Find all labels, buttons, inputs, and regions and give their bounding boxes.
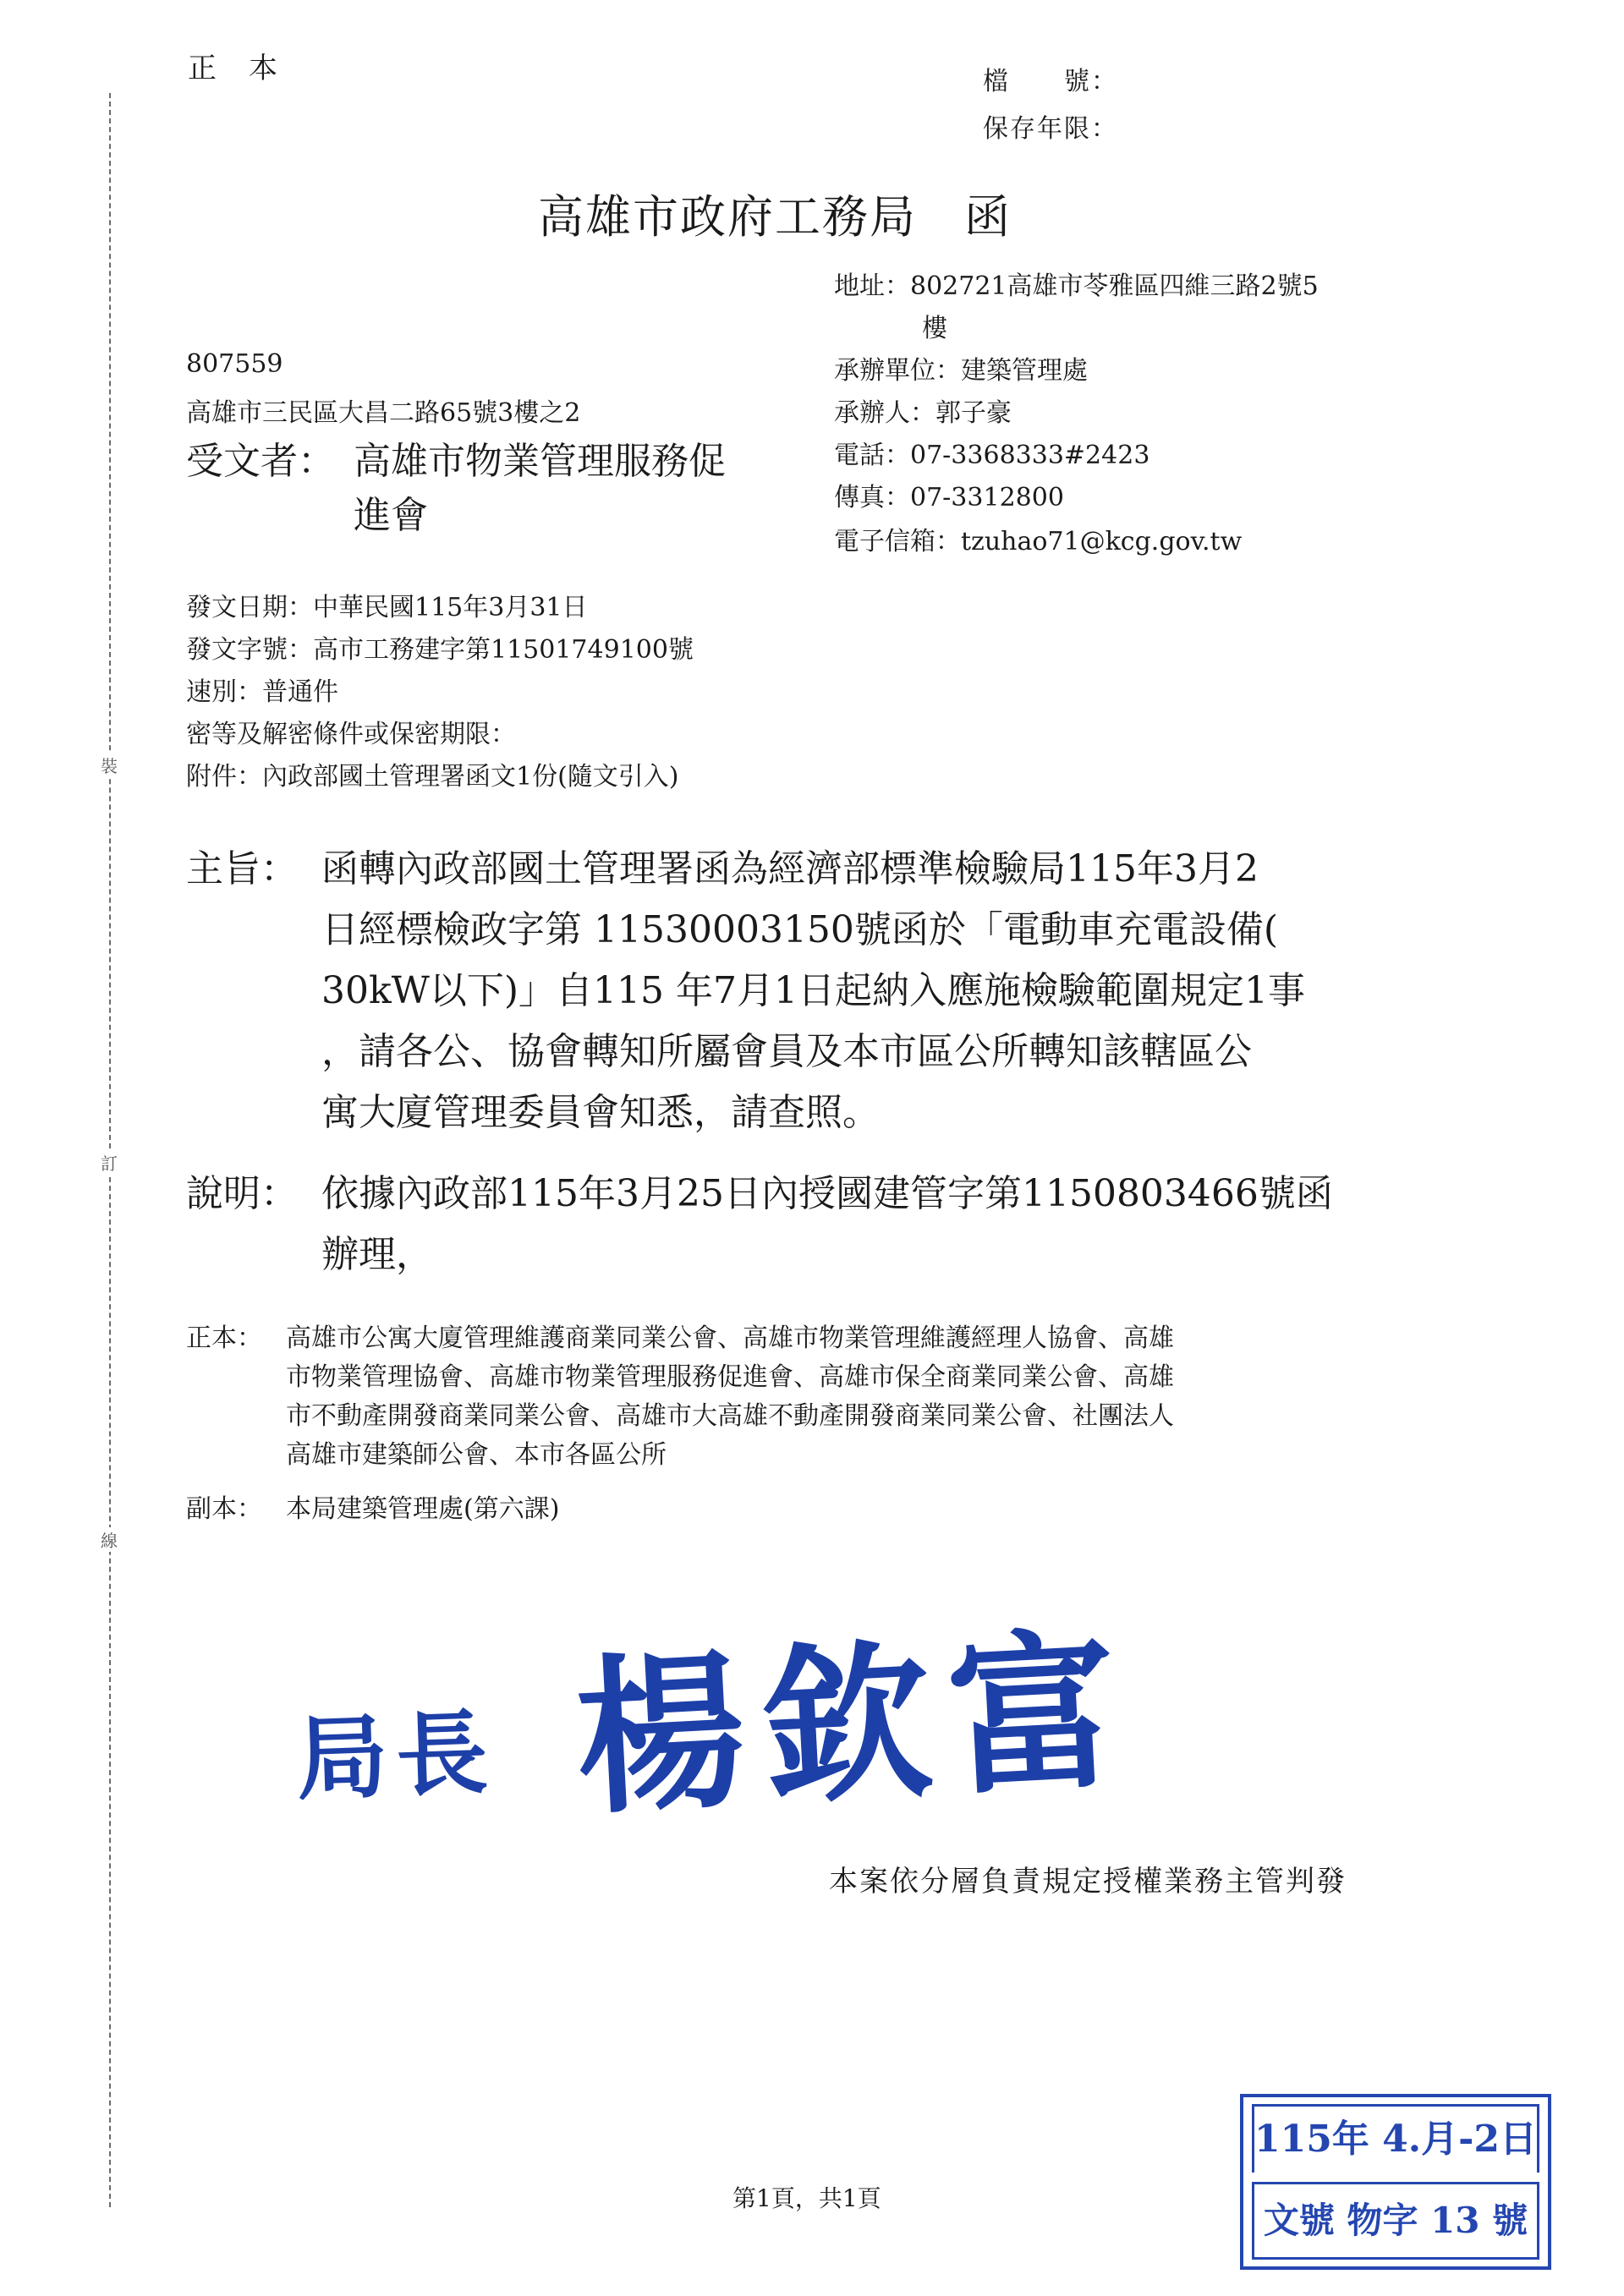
document-number: 發文字號：高市工務建字第11501749100號 <box>186 635 694 665</box>
copy-type-label: 正 本 <box>188 52 279 85</box>
original-recipients-list <box>286 1319 1624 1475</box>
subject-line: 寓大廈管理委員會知悉，請查照。 <box>321 1091 880 1134</box>
recipient-postal-code: 807559 <box>186 349 283 379</box>
original-recipient-line: 高雄市公寓大廈管理維護商業同業公會、高雄市物業管理維護經理人協會、高雄 <box>286 1323 1174 1353</box>
sender-unit: 承辦單位：建築管理處 <box>834 356 1088 386</box>
issue-date: 發文日期：中華民國115年3月31日 <box>186 593 588 622</box>
attachment: 附件：內政部國土管理署函文1份(隨文引入) <box>186 762 679 792</box>
explanation-body <box>321 1164 1624 1285</box>
delivery-speed: 速別：普通件 <box>186 677 338 707</box>
subject-line: 日經標檢政字第 11530003150號函於「電動車充電設備( <box>321 908 1279 951</box>
original-recipients-label: 正本： <box>186 1323 262 1353</box>
sender-fax: 傳真：07-3312800 <box>834 483 1064 512</box>
file-number-label: 檔 號： <box>983 67 1118 96</box>
recipient-label: 受文者： <box>186 440 335 483</box>
sender-address-line2: 樓 <box>922 314 947 343</box>
page-number: 第1頁，共1頁 <box>732 2184 881 2212</box>
recipient-address: 高雄市三民區大昌二路65號3樓之2 <box>186 398 581 428</box>
retention-period-label: 保存年限： <box>983 114 1118 144</box>
received-stamp-number: 文號 物字 13 號 <box>1252 2182 1539 2260</box>
original-recipient-line: 市物業管理協會、高雄市物業管理服務促進會、高雄市保全商業同業公會、高雄 <box>286 1362 1174 1392</box>
explanation-line: 辦理， <box>321 1233 433 1276</box>
original-recipient-line: 高雄市建築師公會、本市各區公所 <box>286 1440 667 1470</box>
copy-recipients-label: 副本： <box>186 1494 262 1524</box>
binding-mark-staple: 訂 <box>96 1150 122 1175</box>
authorization-note: 本案依分層負責規定授權業務主管判發 <box>829 1865 1347 1899</box>
binding-mark-line: 線 <box>96 1527 122 1552</box>
subject-line: 30kW以下)」自115 年7月1日起納入應施檢驗範圍規定1事 <box>321 969 1305 1012</box>
explanation-label: 說明： <box>186 1172 298 1215</box>
received-stamp-date: 115年 4.月-2日 <box>1252 2104 1539 2173</box>
sender-email: 電子信箱：tzuhao71@kcg.gov.tw <box>834 527 1243 556</box>
sender-address-line1: 地址：802721高雄市苓雅區四維三路2號5 <box>834 271 1319 301</box>
subject-label: 主旨： <box>186 847 298 890</box>
subject-line: ，請各公、協會轉知所屬會員及本市區公所轉知該轄區公 <box>321 1030 1252 1073</box>
sender-phone: 電話：07-3368333#2423 <box>834 441 1150 470</box>
secrecy-level: 密等及解密條件或保密期限： <box>186 720 516 749</box>
original-recipient-line: 市不動產開發商業同業公會、高雄市大高雄不動產開發商業同業公會、社團法人 <box>286 1401 1174 1431</box>
copy-recipients-list <box>286 1490 1624 1529</box>
recipient-name-line2: 進會 <box>354 494 428 537</box>
signature-name: 楊欽富 <box>571 1610 1139 1839</box>
sender-handler: 承辦人：郭子豪 <box>834 398 1012 428</box>
explanation-line: 依據內政部115年3月25日內授國建管字第1150803466號函 <box>321 1172 1333 1215</box>
recipient-name-line1: 高雄市物業管理服務促 <box>354 440 726 483</box>
received-stamp <box>1240 2094 1551 2270</box>
subject-line: 函轉內政部國土管理署函為經濟部標準檢驗局115年3月2 <box>321 847 1259 890</box>
copy-recipient-line: 本局建築管理處(第六課) <box>286 1494 560 1524</box>
signature-title: 局長 <box>294 1699 498 1814</box>
binding-mark-bind: 裝 <box>96 753 122 777</box>
document-title: 高雄市政府工務局 函 <box>538 190 1012 244</box>
subject-body <box>321 839 1624 1143</box>
